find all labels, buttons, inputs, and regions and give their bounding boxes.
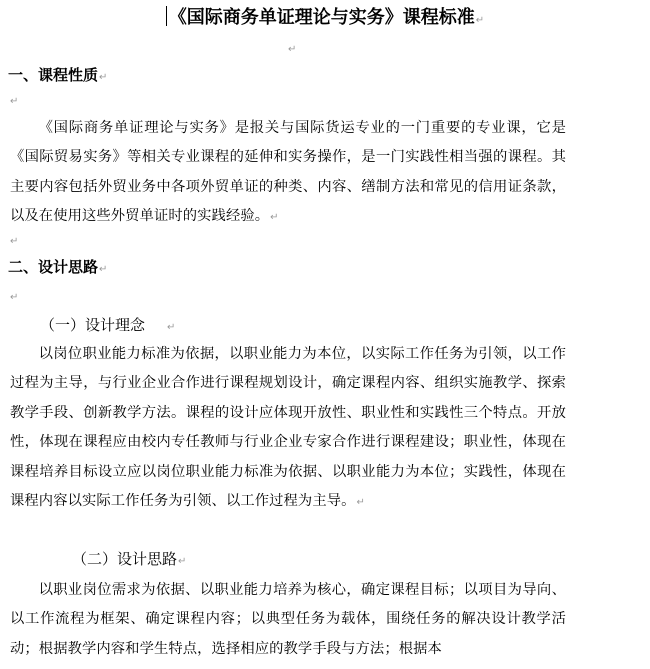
paragraph-design-concept: 以岗位职业能力标准为依据，以职业能力为本位，以实际工作任务为引领，以工作过程为主导，与行业企业合作进行课程规划设计，确定课程内容、组织实施教学、探索教学手段、创新教学方法。课程的设计应体现开放性、职业性和实践性三个特点。开放性，体现在课程应由校内专任教师与行业企业专家合作进行课程建设；职业性，体现在课程培养目标设立应以岗位职业能力标准为依据、以职业能力为本位；实践性，体现在课程内容以实际工作任务为引领、以工作过程为主导。↵ [10, 346, 566, 510]
section-heading-nature: 一、课程性质↵ [8, 66, 108, 84]
document-title: 《国际商务单证理论与实务》课程标准 [168, 7, 475, 28]
paragraph-mark: ↵ [10, 236, 19, 247]
subsection-heading-design-approach: （二）设计思路↵ [72, 550, 187, 568]
paragraph-mark: ↵ [99, 264, 108, 275]
paragraph-mark: ↵ [270, 212, 279, 224]
paragraph-course-nature: 《国际商务单证理论与实务》是报关与国际货运专业的一门重要的专业课，它是《国际贸易实务》等相关专业课程的延伸和实务操作，是一门实践性相当强的课程。其主要内容包括外贸业务中各项外贸单证的种类、内容、缮制方法和常见的信用证条款，以及在使用这些外贸单证时的实践经验。↵ [10, 120, 566, 225]
paragraph-design-approach: 以职业岗位需求为依据、以职业能力培养为核心，确定课程目标；以项目为导向、以工作流程为框架、确定课程内容；以典型任务为载体，围绕任务的解决设计教学活动；根据教学内容和学生特点，选择相应的教学手段与方法；根据本 [10, 582, 566, 657]
paragraph-mark: ↵ [99, 72, 108, 83]
paragraph-mark: ↵ [288, 44, 297, 55]
paragraph-mark: ↵ [178, 556, 187, 567]
paragraph-mark: ↵ [167, 322, 176, 333]
paragraph-mark: ↵ [475, 15, 485, 26]
section-heading-design: 二、设计思路↵ [8, 258, 108, 276]
paragraph-mark: ↵ [10, 292, 19, 303]
subsection-heading-design-concept: （一）设计理念 ↵ [40, 316, 176, 334]
paragraph-mark: ↵ [356, 497, 366, 509]
text-cursor [166, 6, 167, 26]
document-title-line [0, 4, 650, 35]
paragraph-mark: ↵ [10, 96, 19, 107]
